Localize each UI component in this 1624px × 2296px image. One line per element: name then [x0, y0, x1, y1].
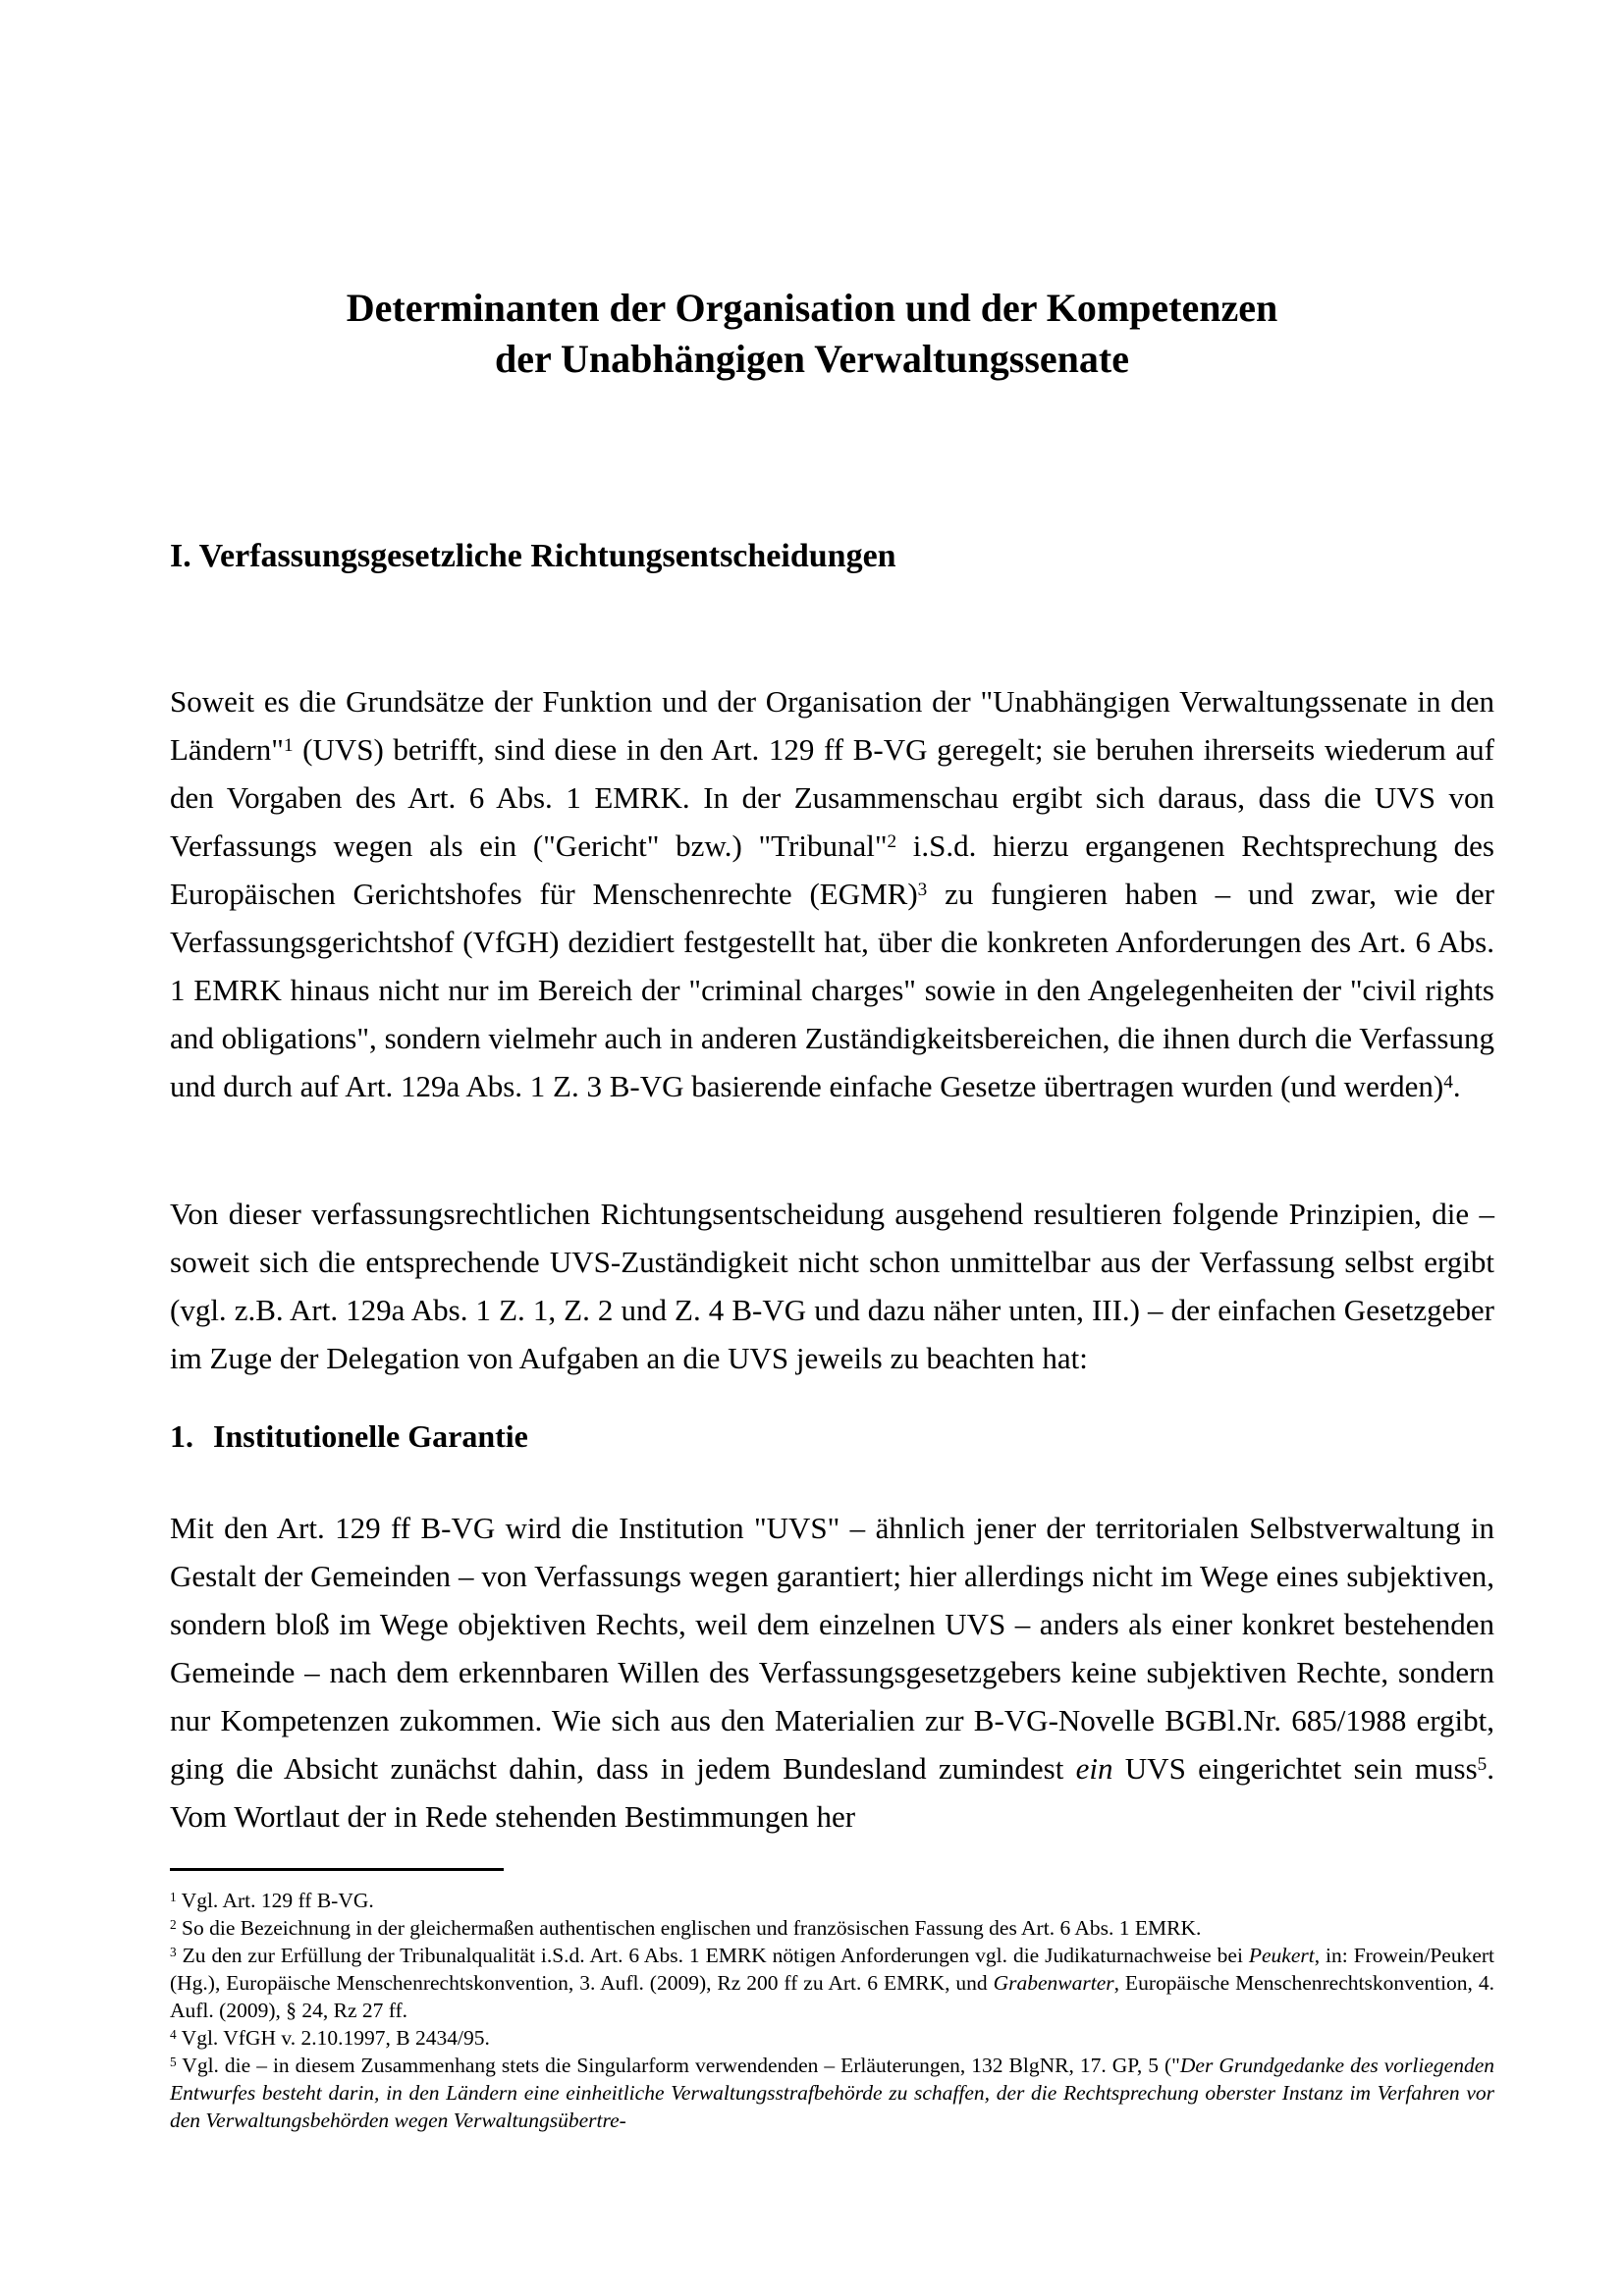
footnote-marker: 5: [170, 2055, 177, 2070]
footnote-separator-rule: [170, 1868, 504, 1871]
footnote: $^5$ Vgl. die – in diesem Zusammenhang stets die Singularform verwendenden – Erläuterungen, 132 BlgNR, 17. GP, 5 ("Der Grundgedanke des vorliegenden Entwurfes besteht darin, in den Ländern eine einheitliche Verwaltungsstrafbehörde zu schaffen, der die Rechtsprechung oberster Instanz im Verfahren vor den Verwaltungsbehörden wegen Verwaltungsübertre-: [170, 2054, 1494, 2132]
footnote: $^1$ Vgl. Art. 129 ff B-VG.: [170, 1889, 374, 1912]
footnotes-section: [170, 1887, 1494, 2134]
footnote: $^2$ So die Bezeichnung in der gleichermaßen authentischen englischen und französischen Fassung des Art. 6 Abs. 1 EMRK.: [170, 1916, 1202, 1940]
document-title-line-1: Determinanten der Organisation und der Kompetenzen: [346, 286, 1278, 330]
subsection-heading: [170, 1416, 1494, 1456]
subsection-number: 1.: [170, 1418, 193, 1454]
footnote: $^3$ Zu den zur Erfüllung der Tribunalqualität i.S.d. Art. 6 Abs. 1 EMRK nötigen Anforderungen vgl. die Judikaturnachweise bei Peukert, in: Frowein/Peukert (Hg.), Europäische Menschenrechtskonvention, 3. Aufl. (2009), Rz 200 ff zu Art. 6 EMRK, und Grabenwarter, Europäische Menschenrechtskonvention, 4. Aufl. (2009), § 24, Rz 27 ff.: [170, 1944, 1495, 2022]
footnote-marker: 2: [170, 1917, 177, 1933]
footnote-marker: 3: [170, 1945, 177, 1960]
paragraph-2: Von dieser verfassungsrechtlichen Richtungsentscheidung ausgehend resultieren folgende Prinzipien, die – soweit sich die entsprechende UVS-Zuständigkeit nicht schon unmittelbar aus der Verfassung selbst ergibt (vgl. z.B. Art. 129a Abs. 1 Z. 1, Z. 2 und Z. 4 B-VG und dazu näher unten, III.) – der einfachen Gesetzgeber im Zuge der Delegation von Aufgaben an die UVS jeweils zu beachten hat:: [170, 1197, 1494, 1375]
subsection-title: Institutionelle Garantie: [213, 1418, 528, 1454]
document-title: [0, 283, 1624, 385]
paragraph-1: Soweit es die Grundsätze der Funktion und der Organisation der "Unabhängigen Verwaltungssenate in den Ländern"$^1$ (UVS) betrifft, sind diese in den Art. 129 ff B-VG geregelt; sie beruhen ihrerseits wiederum auf den Vorgaben des Art. 6 Abs. 1 EMRK. In der Zusammenschau ergibt sich daraus, dass die UVS von Verfassungs wegen als ein ("Gericht" bzw.) "Tribunal"$^2$ i.S.d. hierzu ergangenen Rechtsprechung des Europäischen Gerichtshofes für Menschenrechte (EGMR)$^3$ zu fungieren haben – und zwar, wie der Verfassungsgerichtshof (VfGH) dezidiert festgestellt hat, über die konkreten Anforderungen des Art. 6 Abs. 1 EMRK hinaus nicht nur im Bereich der "criminal charges" sowie in den Angelegenheiten der "civil rights and obligations", sondern vielmehr auch in anderen Zuständigkeitsbereichen, die ihnen durch die Verfassung und durch auf Art. 129a Abs. 1 Z. 3 B-VG basierende einfache Gesetze übertragen wurden (und werden)$^4$.: [170, 684, 1494, 1103]
footnote: $^4$ Vgl. VfGH v. 2.10.1997, B 2434/95.: [170, 2026, 490, 2050]
footnote-marker: 1: [170, 1890, 177, 1905]
section-heading: I. Verfassungsgesetzliche Richtungsentscheidungen: [170, 538, 896, 574]
paragraph-3: Mit den Art. 129 ff B-VG wird die Institution "UVS" – ähnlich jener der territorialen Selbstverwaltung in Gestalt der Gemeinden – von Verfassungs wegen garantiert; hier allerdings nicht im Wege eines subjektiven, sondern bloß im Wege objektiven Rechts, weil dem einzelnen UVS – anders als einer konkret bestehenden Gemeinde – nach dem erkennbaren Willen des Verfassungsgesetzgebers keine subjektiven Rechte, sondern nur Kompetenzen zukommen. Wie sich aus den Materialien zur B-VG-Novelle BGBl.Nr. 685/1988 ergibt, ging die Absicht zunächst dahin, dass in jedem Bundesland zumindest ein UVS eingerichtet sein muss$^5$. Vom Wortlaut der in Rede stehenden Bestimmungen her: [170, 1511, 1494, 1834]
footnote-marker: 4: [170, 2027, 177, 2043]
document-title-line-2: der Unabhängigen Verwaltungssenate: [494, 337, 1130, 381]
